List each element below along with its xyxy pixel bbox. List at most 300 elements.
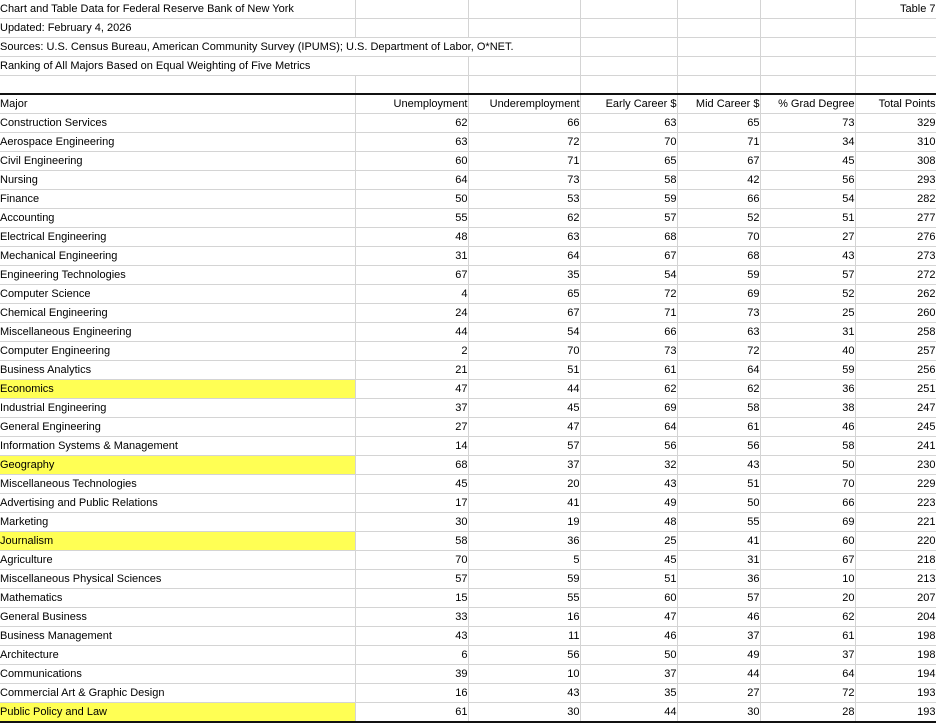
table-row[interactable] — [0, 626, 936, 645]
table-row[interactable] — [0, 683, 936, 702]
cell-mid-career[interactable]: 67 — [677, 151, 760, 170]
cell-underemployment[interactable]: 73 — [468, 170, 580, 189]
cell-underemployment[interactable]: 19 — [468, 512, 580, 531]
blank-cell — [355, 76, 468, 94]
cell-early-career[interactable]: 32 — [580, 455, 677, 474]
cell-major[interactable]: Engineering Technologies — [0, 265, 355, 284]
cell-underemployment[interactable]: 54 — [468, 322, 580, 341]
cell-underemployment[interactable]: 11 — [468, 626, 580, 645]
cell-unemployment[interactable]: 68 — [355, 455, 468, 474]
cell-early-career[interactable]: 48 — [580, 512, 677, 531]
cell-mid-career[interactable]: 64 — [677, 360, 760, 379]
cell-mid-career[interactable]: 42 — [677, 170, 760, 189]
cell-early-career[interactable]: 44 — [580, 702, 677, 722]
cell-total-points[interactable]: 272 — [855, 265, 936, 284]
cell-grad-degree[interactable]: 59 — [760, 360, 855, 379]
table-row[interactable] — [0, 341, 936, 360]
updated-text: Updated: February 4, 2026 — [0, 19, 355, 38]
cell-major[interactable]: Architecture — [0, 645, 355, 664]
cell-grad-degree[interactable]: 25 — [760, 303, 855, 322]
cell-total-points[interactable]: 276 — [855, 227, 936, 246]
table-row[interactable] — [0, 455, 936, 474]
spacer-row — [0, 76, 936, 94]
cell-mid-career[interactable]: 63 — [677, 322, 760, 341]
cell-total-points[interactable]: 256 — [855, 360, 936, 379]
cell-mid-career[interactable]: 30 — [677, 702, 760, 722]
cell-total-points[interactable]: 198 — [855, 626, 936, 645]
cell-mid-career[interactable]: 71 — [677, 132, 760, 151]
cell-grad-degree[interactable]: 70 — [760, 474, 855, 493]
cell-mid-career[interactable]: 56 — [677, 436, 760, 455]
cell-major[interactable]: Information Systems & Management — [0, 436, 355, 455]
cell-major[interactable]: Agriculture — [0, 550, 355, 569]
cell-grad-degree[interactable]: 58 — [760, 436, 855, 455]
table-row[interactable] — [0, 664, 936, 683]
cell-early-career[interactable]: 61 — [580, 360, 677, 379]
blank-cell — [0, 76, 355, 94]
column-header-grad-degree: % Grad Degree — [760, 94, 855, 114]
cell-underemployment[interactable]: 62 — [468, 208, 580, 227]
cell-total-points[interactable]: 193 — [855, 702, 936, 722]
cell-unemployment[interactable]: 15 — [355, 588, 468, 607]
table-row[interactable] — [0, 246, 936, 265]
cell-unemployment[interactable]: 4 — [355, 284, 468, 303]
cell-grad-degree[interactable]: 50 — [760, 455, 855, 474]
cell-major[interactable]: Geography — [0, 455, 355, 474]
table-row[interactable] — [0, 227, 936, 246]
cell-mid-career[interactable]: 49 — [677, 645, 760, 664]
table-row[interactable] — [0, 265, 936, 284]
cell-underemployment[interactable]: 43 — [468, 683, 580, 702]
table-row[interactable] — [0, 379, 936, 398]
cell-underemployment[interactable]: 37 — [468, 455, 580, 474]
blank-cell — [468, 19, 580, 38]
cell-mid-career[interactable]: 73 — [677, 303, 760, 322]
cell-underemployment[interactable]: 67 — [468, 303, 580, 322]
cell-total-points[interactable]: 277 — [855, 208, 936, 227]
cell-mid-career[interactable]: 37 — [677, 626, 760, 645]
cell-total-points[interactable]: 329 — [855, 113, 936, 132]
cell-major[interactable]: Computer Engineering — [0, 341, 355, 360]
cell-mid-career[interactable]: 58 — [677, 398, 760, 417]
table-row[interactable] — [0, 189, 936, 208]
cell-major[interactable]: Industrial Engineering — [0, 398, 355, 417]
title-row — [0, 0, 936, 19]
cell-grad-degree[interactable]: 38 — [760, 398, 855, 417]
cell-underemployment[interactable]: 55 — [468, 588, 580, 607]
cell-major[interactable]: Marketing — [0, 512, 355, 531]
cell-unemployment[interactable]: 45 — [355, 474, 468, 493]
cell-mid-career[interactable]: 36 — [677, 569, 760, 588]
cell-early-career[interactable]: 51 — [580, 569, 677, 588]
cell-early-career[interactable]: 50 — [580, 645, 677, 664]
blank-cell — [677, 0, 760, 19]
cell-grad-degree[interactable]: 20 — [760, 588, 855, 607]
cell-mid-career[interactable]: 50 — [677, 493, 760, 512]
cell-unemployment[interactable]: 43 — [355, 626, 468, 645]
cell-total-points[interactable]: 308 — [855, 151, 936, 170]
cell-major[interactable]: Advertising and Public Relations — [0, 493, 355, 512]
table-row[interactable] — [0, 645, 936, 664]
cell-total-points[interactable]: 194 — [855, 664, 936, 683]
cell-unemployment[interactable]: 60 — [355, 151, 468, 170]
cell-unemployment[interactable]: 33 — [355, 607, 468, 626]
cell-unemployment[interactable]: 21 — [355, 360, 468, 379]
cell-major[interactable]: Miscellaneous Technologies — [0, 474, 355, 493]
cell-early-career[interactable]: 60 — [580, 588, 677, 607]
cell-major[interactable]: Nursing — [0, 170, 355, 189]
cell-early-career[interactable]: 62 — [580, 379, 677, 398]
cell-unemployment[interactable]: 2 — [355, 341, 468, 360]
cell-major[interactable]: Civil Engineering — [0, 151, 355, 170]
table-row[interactable] — [0, 360, 936, 379]
blank-cell — [855, 38, 936, 57]
subtitle-row — [0, 57, 936, 76]
table-row[interactable] — [0, 588, 936, 607]
sources-row — [0, 38, 936, 57]
table-row[interactable] — [0, 151, 936, 170]
blank-cell — [580, 19, 677, 38]
cell-unemployment[interactable]: 30 — [355, 512, 468, 531]
cell-underemployment[interactable]: 70 — [468, 341, 580, 360]
cell-early-career[interactable]: 43 — [580, 474, 677, 493]
blank-cell — [677, 19, 760, 38]
blank-cell — [855, 19, 936, 38]
cell-early-career[interactable]: 46 — [580, 626, 677, 645]
cell-grad-degree[interactable]: 56 — [760, 170, 855, 189]
cell-unemployment[interactable]: 48 — [355, 227, 468, 246]
cell-unemployment[interactable]: 16 — [355, 683, 468, 702]
cell-underemployment[interactable]: 57 — [468, 436, 580, 455]
cell-mid-career[interactable]: 55 — [677, 512, 760, 531]
cell-grad-degree[interactable]: 43 — [760, 246, 855, 265]
table-row[interactable] — [0, 170, 936, 189]
cell-major[interactable]: Journalism — [0, 531, 355, 550]
column-header-row — [0, 94, 936, 114]
cell-unemployment[interactable]: 47 — [355, 379, 468, 398]
cell-grad-degree[interactable]: 57 — [760, 265, 855, 284]
cell-grad-degree[interactable]: 52 — [760, 284, 855, 303]
cell-total-points[interactable]: 229 — [855, 474, 936, 493]
cell-early-career[interactable]: 49 — [580, 493, 677, 512]
cell-total-points[interactable]: 193 — [855, 683, 936, 702]
cell-underemployment[interactable]: 47 — [468, 417, 580, 436]
cell-total-points[interactable]: 230 — [855, 455, 936, 474]
cell-major[interactable]: Computer Science — [0, 284, 355, 303]
cell-early-career[interactable]: 57 — [580, 208, 677, 227]
cell-grad-degree[interactable]: 28 — [760, 702, 855, 722]
cell-mid-career[interactable]: 65 — [677, 113, 760, 132]
cell-early-career[interactable]: 35 — [580, 683, 677, 702]
cell-total-points[interactable]: 273 — [855, 246, 936, 265]
cell-major[interactable]: Aerospace Engineering — [0, 132, 355, 151]
table-row[interactable] — [0, 417, 936, 436]
cell-major[interactable]: General Business — [0, 607, 355, 626]
blank-cell — [760, 38, 855, 57]
cell-unemployment[interactable]: 6 — [355, 645, 468, 664]
cell-underemployment[interactable]: 35 — [468, 265, 580, 284]
blank-cell — [355, 19, 468, 38]
cell-major[interactable]: Mechanical Engineering — [0, 246, 355, 265]
column-header-underemployment: Underemployment — [468, 94, 580, 114]
cell-underemployment[interactable]: 56 — [468, 645, 580, 664]
cell-mid-career[interactable]: 27 — [677, 683, 760, 702]
cell-major[interactable]: Business Management — [0, 626, 355, 645]
cell-underemployment[interactable]: 20 — [468, 474, 580, 493]
blank-cell — [677, 76, 760, 94]
cell-mid-career[interactable]: 31 — [677, 550, 760, 569]
cell-early-career[interactable]: 70 — [580, 132, 677, 151]
cell-early-career[interactable]: 45 — [580, 550, 677, 569]
cell-underemployment[interactable]: 36 — [468, 531, 580, 550]
table-row[interactable] — [0, 322, 936, 341]
cell-unemployment[interactable]: 17 — [355, 493, 468, 512]
cell-grad-degree[interactable]: 69 — [760, 512, 855, 531]
cell-total-points[interactable]: 257 — [855, 341, 936, 360]
cell-underemployment[interactable]: 5 — [468, 550, 580, 569]
blank-cell — [677, 57, 760, 76]
column-header-major: Major — [0, 94, 355, 114]
cell-mid-career[interactable]: 52 — [677, 208, 760, 227]
cell-grad-degree[interactable]: 46 — [760, 417, 855, 436]
cell-early-career[interactable]: 66 — [580, 322, 677, 341]
cell-grad-degree[interactable]: 45 — [760, 151, 855, 170]
cell-mid-career[interactable]: 46 — [677, 607, 760, 626]
cell-total-points[interactable]: 293 — [855, 170, 936, 189]
column-header-unemployment: Unemployment — [355, 94, 468, 114]
blank-cell — [760, 0, 855, 19]
cell-mid-career[interactable]: 61 — [677, 417, 760, 436]
cell-grad-degree[interactable]: 72 — [760, 683, 855, 702]
cell-early-career[interactable]: 54 — [580, 265, 677, 284]
cell-unemployment[interactable]: 63 — [355, 132, 468, 151]
cell-mid-career[interactable]: 72 — [677, 341, 760, 360]
cell-major[interactable]: Accounting — [0, 208, 355, 227]
table-row[interactable] — [0, 607, 936, 626]
cell-major[interactable]: Economics — [0, 379, 355, 398]
cell-mid-career[interactable]: 70 — [677, 227, 760, 246]
cell-mid-career[interactable]: 57 — [677, 588, 760, 607]
cell-unemployment[interactable]: 37 — [355, 398, 468, 417]
cell-early-career[interactable]: 69 — [580, 398, 677, 417]
cell-early-career[interactable]: 67 — [580, 246, 677, 265]
subtitle-text: Ranking of All Majors Based on Equal Weighting of Five Metrics — [0, 57, 468, 76]
cell-mid-career[interactable]: 69 — [677, 284, 760, 303]
column-header-total-points: Total Points — [855, 94, 936, 114]
blank-cell — [760, 19, 855, 38]
cell-major[interactable]: Mathematics — [0, 588, 355, 607]
cell-underemployment[interactable]: 53 — [468, 189, 580, 208]
cell-underemployment[interactable]: 72 — [468, 132, 580, 151]
cell-major[interactable]: Electrical Engineering — [0, 227, 355, 246]
cell-major[interactable]: General Engineering — [0, 417, 355, 436]
table-row[interactable] — [0, 113, 936, 132]
blank-cell — [677, 38, 760, 57]
cell-unemployment[interactable]: 55 — [355, 208, 468, 227]
cell-early-career[interactable]: 63 — [580, 113, 677, 132]
cell-total-points[interactable]: 282 — [855, 189, 936, 208]
cell-total-points[interactable]: 198 — [855, 645, 936, 664]
cell-unemployment[interactable]: 58 — [355, 531, 468, 550]
table-row[interactable] — [0, 474, 936, 493]
cell-early-career[interactable]: 58 — [580, 170, 677, 189]
cell-total-points[interactable]: 258 — [855, 322, 936, 341]
cell-total-points[interactable]: 220 — [855, 531, 936, 550]
cell-early-career[interactable]: 68 — [580, 227, 677, 246]
cell-major[interactable]: Commercial Art & Graphic Design — [0, 683, 355, 702]
cell-unemployment[interactable]: 57 — [355, 569, 468, 588]
cell-total-points[interactable]: 207 — [855, 588, 936, 607]
sources-text: Sources: U.S. Census Bureau, American Community Survey (IPUMS); U.S. Department of Labor, O*NET. — [0, 38, 580, 57]
cell-mid-career[interactable]: 68 — [677, 246, 760, 265]
cell-underemployment[interactable]: 59 — [468, 569, 580, 588]
cell-underemployment[interactable]: 71 — [468, 151, 580, 170]
cell-grad-degree[interactable]: 36 — [760, 379, 855, 398]
cell-early-career[interactable]: 71 — [580, 303, 677, 322]
cell-grad-degree[interactable]: 54 — [760, 189, 855, 208]
blank-cell — [468, 57, 580, 76]
cell-grad-degree[interactable]: 60 — [760, 531, 855, 550]
table-row[interactable] — [0, 208, 936, 227]
cell-grad-degree[interactable]: 64 — [760, 664, 855, 683]
blank-cell — [355, 0, 468, 19]
table-row[interactable] — [0, 702, 936, 722]
cell-total-points[interactable]: 218 — [855, 550, 936, 569]
cell-total-points[interactable]: 310 — [855, 132, 936, 151]
table-number-label: Table 7 — [855, 0, 936, 19]
cell-grad-degree[interactable]: 61 — [760, 626, 855, 645]
cell-underemployment[interactable]: 51 — [468, 360, 580, 379]
cell-total-points[interactable]: 251 — [855, 379, 936, 398]
updated-row — [0, 19, 936, 38]
page-title: Chart and Table Data for Federal Reserve Bank of New York — [0, 0, 355, 19]
cell-total-points[interactable]: 213 — [855, 569, 936, 588]
table-row[interactable] — [0, 398, 936, 417]
cell-early-career[interactable]: 37 — [580, 664, 677, 683]
cell-major[interactable]: Chemical Engineering — [0, 303, 355, 322]
column-header-early-career: Early Career $ — [580, 94, 677, 114]
blank-cell — [855, 57, 936, 76]
cell-underemployment[interactable]: 44 — [468, 379, 580, 398]
cell-unemployment[interactable]: 67 — [355, 265, 468, 284]
table-row[interactable] — [0, 531, 936, 550]
cell-unemployment[interactable]: 50 — [355, 189, 468, 208]
cell-underemployment[interactable]: 45 — [468, 398, 580, 417]
cell-major[interactable]: Finance — [0, 189, 355, 208]
cell-major[interactable]: Construction Services — [0, 113, 355, 132]
blank-cell — [580, 0, 677, 19]
table-row[interactable] — [0, 493, 936, 512]
cell-mid-career[interactable]: 41 — [677, 531, 760, 550]
cell-early-career[interactable]: 72 — [580, 284, 677, 303]
blank-cell — [468, 0, 580, 19]
cell-mid-career[interactable]: 51 — [677, 474, 760, 493]
cell-early-career[interactable]: 59 — [580, 189, 677, 208]
cell-unemployment[interactable]: 27 — [355, 417, 468, 436]
cell-early-career[interactable]: 73 — [580, 341, 677, 360]
cell-unemployment[interactable]: 14 — [355, 436, 468, 455]
table-row[interactable] — [0, 436, 936, 455]
cell-total-points[interactable]: 223 — [855, 493, 936, 512]
table-row[interactable] — [0, 284, 936, 303]
blank-cell — [580, 38, 677, 57]
cell-grad-degree[interactable]: 34 — [760, 132, 855, 151]
cell-total-points[interactable]: 204 — [855, 607, 936, 626]
cell-underemployment[interactable]: 63 — [468, 227, 580, 246]
cell-underemployment[interactable]: 65 — [468, 284, 580, 303]
cell-early-career[interactable]: 47 — [580, 607, 677, 626]
cell-early-career[interactable]: 64 — [580, 417, 677, 436]
cell-grad-degree[interactable]: 67 — [760, 550, 855, 569]
cell-major[interactable]: Miscellaneous Physical Sciences — [0, 569, 355, 588]
cell-grad-degree[interactable]: 27 — [760, 227, 855, 246]
cell-unemployment[interactable]: 39 — [355, 664, 468, 683]
cell-underemployment[interactable]: 10 — [468, 664, 580, 683]
table-row[interactable] — [0, 132, 936, 151]
cell-major[interactable]: Public Policy and Law — [0, 702, 355, 722]
cell-mid-career[interactable]: 44 — [677, 664, 760, 683]
cell-unemployment[interactable]: 64 — [355, 170, 468, 189]
cell-mid-career[interactable]: 59 — [677, 265, 760, 284]
cell-underemployment[interactable]: 16 — [468, 607, 580, 626]
table-row[interactable] — [0, 569, 936, 588]
cell-underemployment[interactable]: 30 — [468, 702, 580, 722]
cell-mid-career[interactable]: 66 — [677, 189, 760, 208]
cell-grad-degree[interactable]: 66 — [760, 493, 855, 512]
cell-underemployment[interactable]: 66 — [468, 113, 580, 132]
cell-grad-degree[interactable]: 73 — [760, 113, 855, 132]
cell-grad-degree[interactable]: 31 — [760, 322, 855, 341]
cell-total-points[interactable]: 241 — [855, 436, 936, 455]
cell-grad-degree[interactable]: 40 — [760, 341, 855, 360]
blank-cell — [855, 76, 936, 94]
cell-early-career[interactable]: 65 — [580, 151, 677, 170]
cell-total-points[interactable]: 247 — [855, 398, 936, 417]
cell-grad-degree[interactable]: 51 — [760, 208, 855, 227]
blank-cell — [760, 57, 855, 76]
cell-mid-career[interactable]: 43 — [677, 455, 760, 474]
table-row[interactable] — [0, 550, 936, 569]
cell-total-points[interactable]: 221 — [855, 512, 936, 531]
blank-cell — [580, 76, 677, 94]
table-row[interactable] — [0, 303, 936, 322]
cell-unemployment[interactable]: 62 — [355, 113, 468, 132]
cell-underemployment[interactable]: 41 — [468, 493, 580, 512]
table-row[interactable] — [0, 512, 936, 531]
cell-grad-degree[interactable]: 10 — [760, 569, 855, 588]
cell-total-points[interactable]: 245 — [855, 417, 936, 436]
cell-unemployment[interactable]: 70 — [355, 550, 468, 569]
cell-underemployment[interactable]: 64 — [468, 246, 580, 265]
cell-early-career[interactable]: 56 — [580, 436, 677, 455]
blank-cell — [468, 76, 580, 94]
cell-unemployment[interactable]: 24 — [355, 303, 468, 322]
cell-total-points[interactable]: 262 — [855, 284, 936, 303]
cell-major[interactable]: Miscellaneous Engineering — [0, 322, 355, 341]
column-header-mid-career: Mid Career $ — [677, 94, 760, 114]
cell-major[interactable]: Communications — [0, 664, 355, 683]
cell-grad-degree[interactable]: 37 — [760, 645, 855, 664]
cell-early-career[interactable]: 25 — [580, 531, 677, 550]
blank-cell — [580, 57, 677, 76]
cell-unemployment[interactable]: 44 — [355, 322, 468, 341]
cell-unemployment[interactable]: 61 — [355, 702, 468, 722]
cell-grad-degree[interactable]: 62 — [760, 607, 855, 626]
cell-major[interactable]: Business Analytics — [0, 360, 355, 379]
cell-unemployment[interactable]: 31 — [355, 246, 468, 265]
cell-total-points[interactable]: 260 — [855, 303, 936, 322]
cell-mid-career[interactable]: 62 — [677, 379, 760, 398]
